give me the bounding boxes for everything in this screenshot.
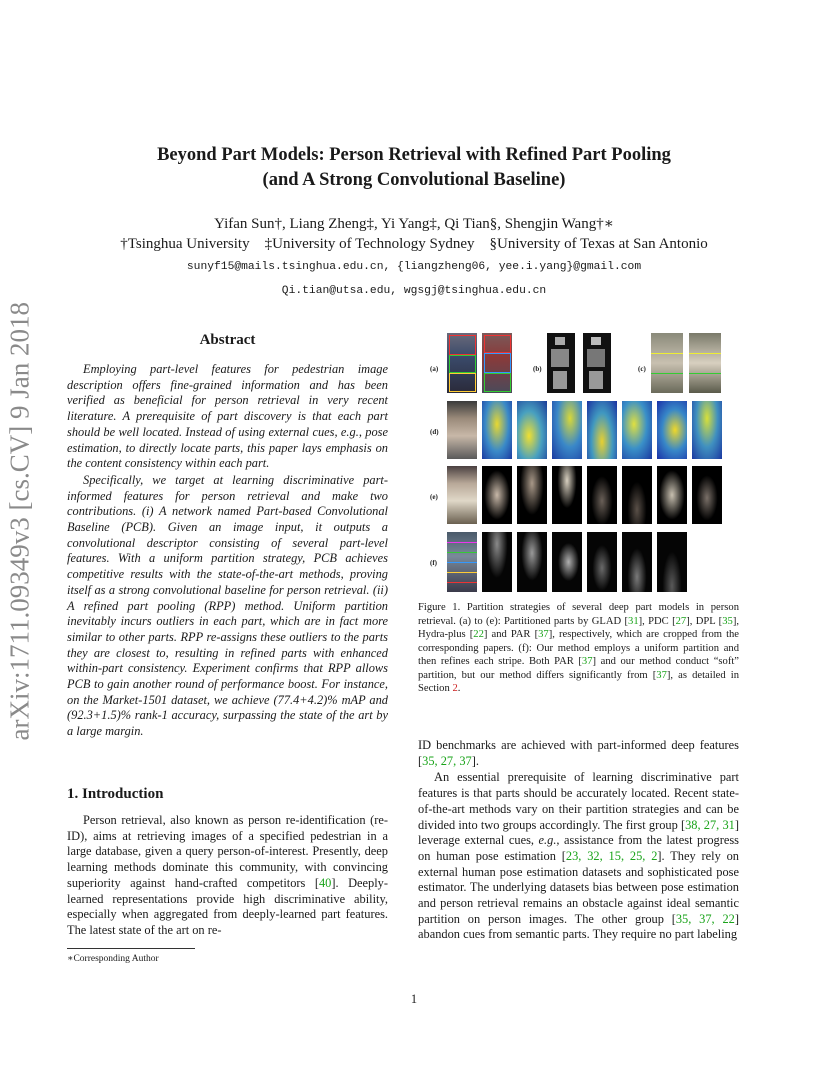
- part-crop-image: [583, 333, 611, 393]
- figure-label: (f): [430, 559, 437, 567]
- section-heading: 1. Introduction: [67, 786, 164, 802]
- heatmap-image: [692, 401, 722, 459]
- author-list: Yifan Sun†, Liang Zheng‡, Yi Yang‡, Qi Tian§, Shengjin Wang†∗: [214, 216, 614, 232]
- body-paragraph: An essential prerequisite of learning discriminative part features is that parts should be accurately located. Recent state-of-the-art methods vary on their partition strategies and can be divided into two groups accordingly. The first group [38, 27, 31] leverage external cues, e.g., assistance from the latest progress on human pose estimation [23, 32, 15, 25, 2]. They rely on external human pose estimation datasets and sophisticated pose estimator. The underlying datasets bias between pose estimation and person retrieval remains an obstacle against ideal semantic partition on person images. The other group [35, 37, 22] abandon cues from semantic parts. They require no part labeling: [418, 770, 740, 942]
- email-line: Qi.tian@utsa.edu, wgsgj@tsinghua.edu.cn: [281, 285, 547, 297]
- citation-link[interactable]: 37: [581, 656, 593, 667]
- heatmap-image: [552, 401, 582, 459]
- citation-link[interactable]: 27: [675, 615, 687, 627]
- email-line: sunyf15@mails.tsinghua.edu.cn, {liangzheng06, yee.i.yang}@gmail.com: [186, 261, 642, 273]
- citation-link[interactable]: 31: [628, 615, 639, 627]
- footnote-rule: [67, 948, 195, 949]
- figure-label: (d): [430, 428, 439, 436]
- attention-map: [482, 466, 512, 524]
- abstract-paragraph: Specifically, we target at learning discriminative part-informed features for person retrieval and make two contributions. (i) A network named Part-based Convolutional Baseline (PCB). Given an image input, it outputs a convolutional descriptor consisting of several part-level features. With a uniform partition strategy, PCB achieves competitive results with the state-of-the-art methods, proving itself as a strong convolutional baseline for person retrieval. (ii) A refined part pooling (RPP) method. Uniform partition inevitably incurs outliers in each part, which are in fact more similar to other parts. RPP re-assigns these outliers to the parts they are closest to, resulting in refined parts with enhanced within-part consistency. Experiment confirms that RPP allows PCB to gain another round of performance boost. For instance, on the Market-1501 dataset, we achieve (77.4+4.2)% mAP and (92.3+1.5)% rank-1 accuracy, surpassing the state of the art by a large margin.: [67, 472, 388, 739]
- author-block: [0, 214, 828, 301]
- person-image: [651, 333, 683, 393]
- citation-link[interactable]: 37: [656, 669, 667, 681]
- person-image: [447, 401, 477, 459]
- heatmap-image: [482, 401, 512, 459]
- citation-link[interactable]: 35, 27, 37: [422, 753, 472, 768]
- right-column-body: [418, 738, 739, 943]
- heatmap-image: [517, 401, 547, 459]
- intro-body: [67, 813, 388, 939]
- person-image: [482, 333, 512, 393]
- refined-part-map: [587, 532, 617, 592]
- footnote: ∗Corresponding Author: [67, 954, 159, 964]
- affiliations: †Tsinghua University ‡University of Technology Sydney §University of Texas at San Antonio: [120, 236, 708, 252]
- figure-label: (c): [638, 365, 646, 373]
- person-image: [447, 532, 477, 592]
- arxiv-stamp: arXiv:1711.09349v3 [cs.CV] 9 Jan 2018: [4, 302, 35, 741]
- abstract-body: [67, 362, 388, 740]
- citation-link[interactable]: 38, 27, 31: [685, 817, 735, 832]
- figure-1: [425, 333, 740, 595]
- attention-map: [587, 466, 617, 524]
- attention-map: [692, 466, 722, 524]
- refined-part-map: [517, 532, 547, 592]
- refined-part-map: [482, 532, 512, 592]
- person-image: [447, 333, 477, 393]
- abstract-heading: Abstract: [199, 332, 256, 348]
- figure-label: (a): [430, 365, 439, 373]
- attention-map: [657, 466, 687, 524]
- citation-link[interactable]: 22: [473, 629, 484, 640]
- abstract-paragraph: Employing part-level features for pedestrian image description offers fine-grained information and has been verified as beneficial for person retrieval in very recent literature. A prerequisite of part discovery is that each part should be well located. Instead of using external cues, e.g., pose estimation, to directly locate parts, this paper lays emphasis on the content consistency within each part.: [67, 362, 388, 471]
- heatmap-image: [587, 401, 617, 459]
- figure-caption: Figure 1. Partition strategies of several deep part models in person retrieval. (a) to (e): Partitioned parts by GLAD [31], PDC [27], DPL [35], Hydra-plus [22] and PAR [37], respectively, which are cropped from the corresponding papers. (f): Our method employs a uniform partition and then refines each stripe. Both PAR [37] and our method conduct “soft” partition, but our method differs significantly from [37], as detailed in Section 2.: [418, 602, 740, 694]
- attention-map: [517, 466, 547, 524]
- figure-label: (b): [533, 365, 542, 373]
- citation-link[interactable]: 23, 32, 15, 25, 2: [565, 848, 658, 863]
- heatmap-image: [657, 401, 687, 459]
- attention-map: [552, 466, 582, 524]
- paper-title: Beyond Part Models: Person Retrieval with Refined Part Pooling (and A Strong Convolutional Baseline): [157, 145, 671, 190]
- body-paragraph: ID benchmarks are achieved with part-informed deep features [35, 27, 37].: [418, 738, 739, 768]
- part-crop-image: [547, 333, 575, 393]
- refined-part-map: [552, 532, 582, 592]
- refined-part-map: [657, 532, 687, 592]
- citation-link[interactable]: 37: [538, 629, 549, 640]
- attention-map: [622, 466, 652, 524]
- figure-label: (e): [430, 493, 438, 501]
- section-link[interactable]: 2: [452, 683, 458, 694]
- person-image: [447, 466, 477, 524]
- page-number: 1: [410, 992, 418, 1006]
- refined-part-map: [622, 532, 652, 592]
- citation-link[interactable]: 40: [318, 875, 332, 890]
- citation-link[interactable]: 35, 37, 22: [675, 911, 735, 926]
- citation-link[interactable]: 35: [722, 615, 733, 627]
- person-image: [689, 333, 721, 393]
- body-paragraph: Person retrieval, also known as person re-identification (re-ID), aims at retrieving images of a specified pedestrian in a large database, given a query person-of-interest. Presently, deep learning methods dominate this community, with convincing superiority against hand-crafted competitors [40]. Deeply-learned representations provide high discriminative ability, especially when aggregated from deeply-learned part features. The latest state of the art on re-: [67, 813, 388, 937]
- heatmap-image: [622, 401, 652, 459]
